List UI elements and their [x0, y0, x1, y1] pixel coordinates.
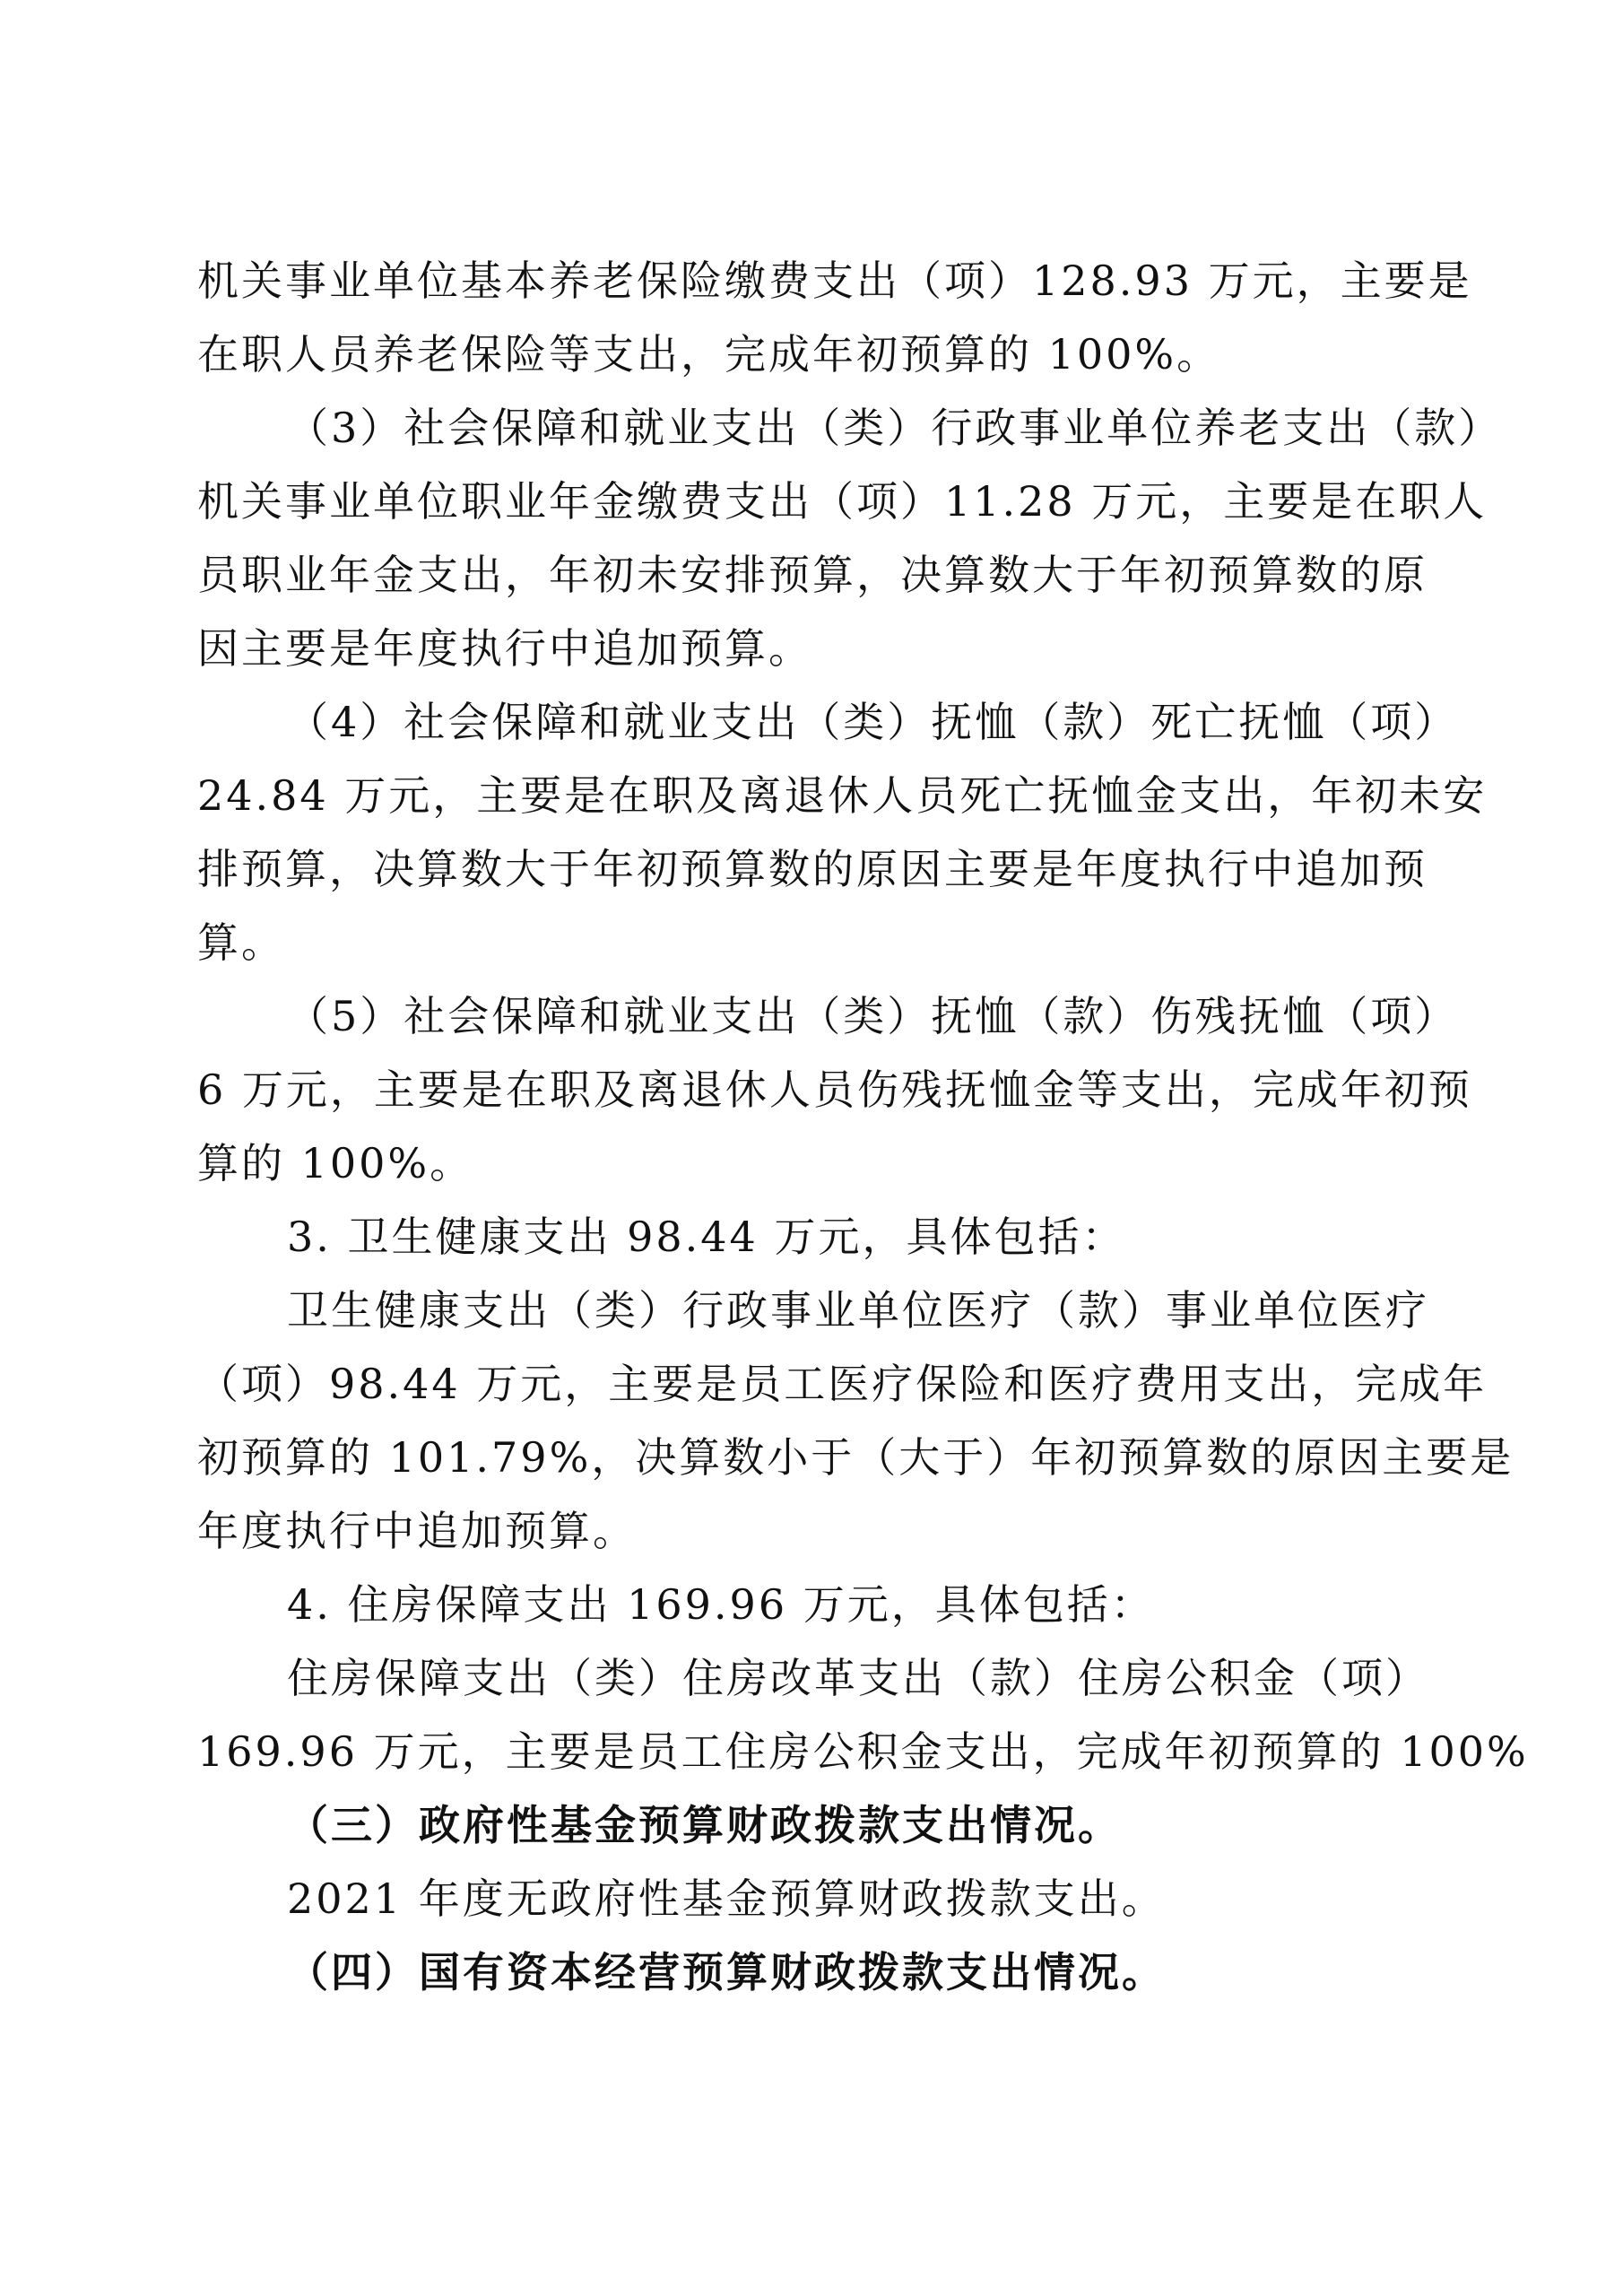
text-line: 年度执行中追加预算。 [197, 1507, 637, 1555]
section-heading: 3. 卫生健康支出 98.44 万元，具体包括： [287, 1213, 1126, 1261]
text-line: 初预算的 101.79%，决算数小于（大于）年初预算数的原因主要是 [197, 1433, 1515, 1482]
paragraph-heading: 卫生健康支出（类）行政事业单位医疗（款）事业单位医疗 [287, 1286, 1429, 1335]
text-line: 因主要是年度执行中追加预算。 [197, 624, 812, 673]
text-line: 在职人员养老保险等支出，完成年初预算的 100%。 [197, 330, 1221, 378]
text-line: 24.84 万元，主要是在职及离退休人员死亡抚恤金支出，年初未安 [197, 771, 1488, 820]
text-line: 排预算，决算数大于年初预算数的原因主要是年度执行中追加预 [197, 845, 1428, 893]
paragraph-heading: （5）社会保障和就业支出（类）抚恤（款）伤残抚恤（项） [287, 992, 1459, 1040]
text-line: 算。 [197, 918, 285, 967]
paragraph-heading: 住房保障支出（类）住房改革支出（款）住房公积金（项） [287, 1654, 1429, 1702]
section-heading: 4. 住房保障支出 169.96 万元，具体包括： [287, 1580, 1155, 1629]
chapter-heading: （四）国有资本经营预算财政拨款支出情况。 [287, 1948, 1166, 1996]
chapter-heading: （三）政府性基金预算财政拨款支出情况。 [287, 1801, 1122, 1849]
paragraph-heading: （3）社会保障和就业支出（类）行政事业单位养老支出（款） [287, 404, 1503, 452]
text-line: 机关事业单位基本养老保险缴费支出（项）128.93 万元，主要是 [197, 257, 1472, 305]
text-line: 算的 100%。 [197, 1139, 474, 1187]
text-line: 169.96 万元，主要是员工住房公积金支出，完成年初预算的 100% [197, 1727, 1529, 1776]
paragraph-heading: （4）社会保障和就业支出（类）抚恤（款）死亡抚恤（项） [287, 698, 1459, 746]
text-line: 员职业年金支出，年初未安排预算，决算数大于年初预算数的原 [197, 551, 1428, 599]
text-line: 6 万元，主要是在职及离退休人员伤残抚恤金等支出，完成年初预 [197, 1065, 1472, 1114]
text-line: 2021 年度无政府性基金预算财政拨款支出。 [287, 1874, 1166, 1923]
text-line: （项）98.44 万元，主要是员工医疗保险和医疗费用支出，完成年 [197, 1360, 1488, 1408]
text-line: 机关事业单位职业年金缴费支出（项）11.28 万元，主要是在职人 [197, 477, 1488, 526]
